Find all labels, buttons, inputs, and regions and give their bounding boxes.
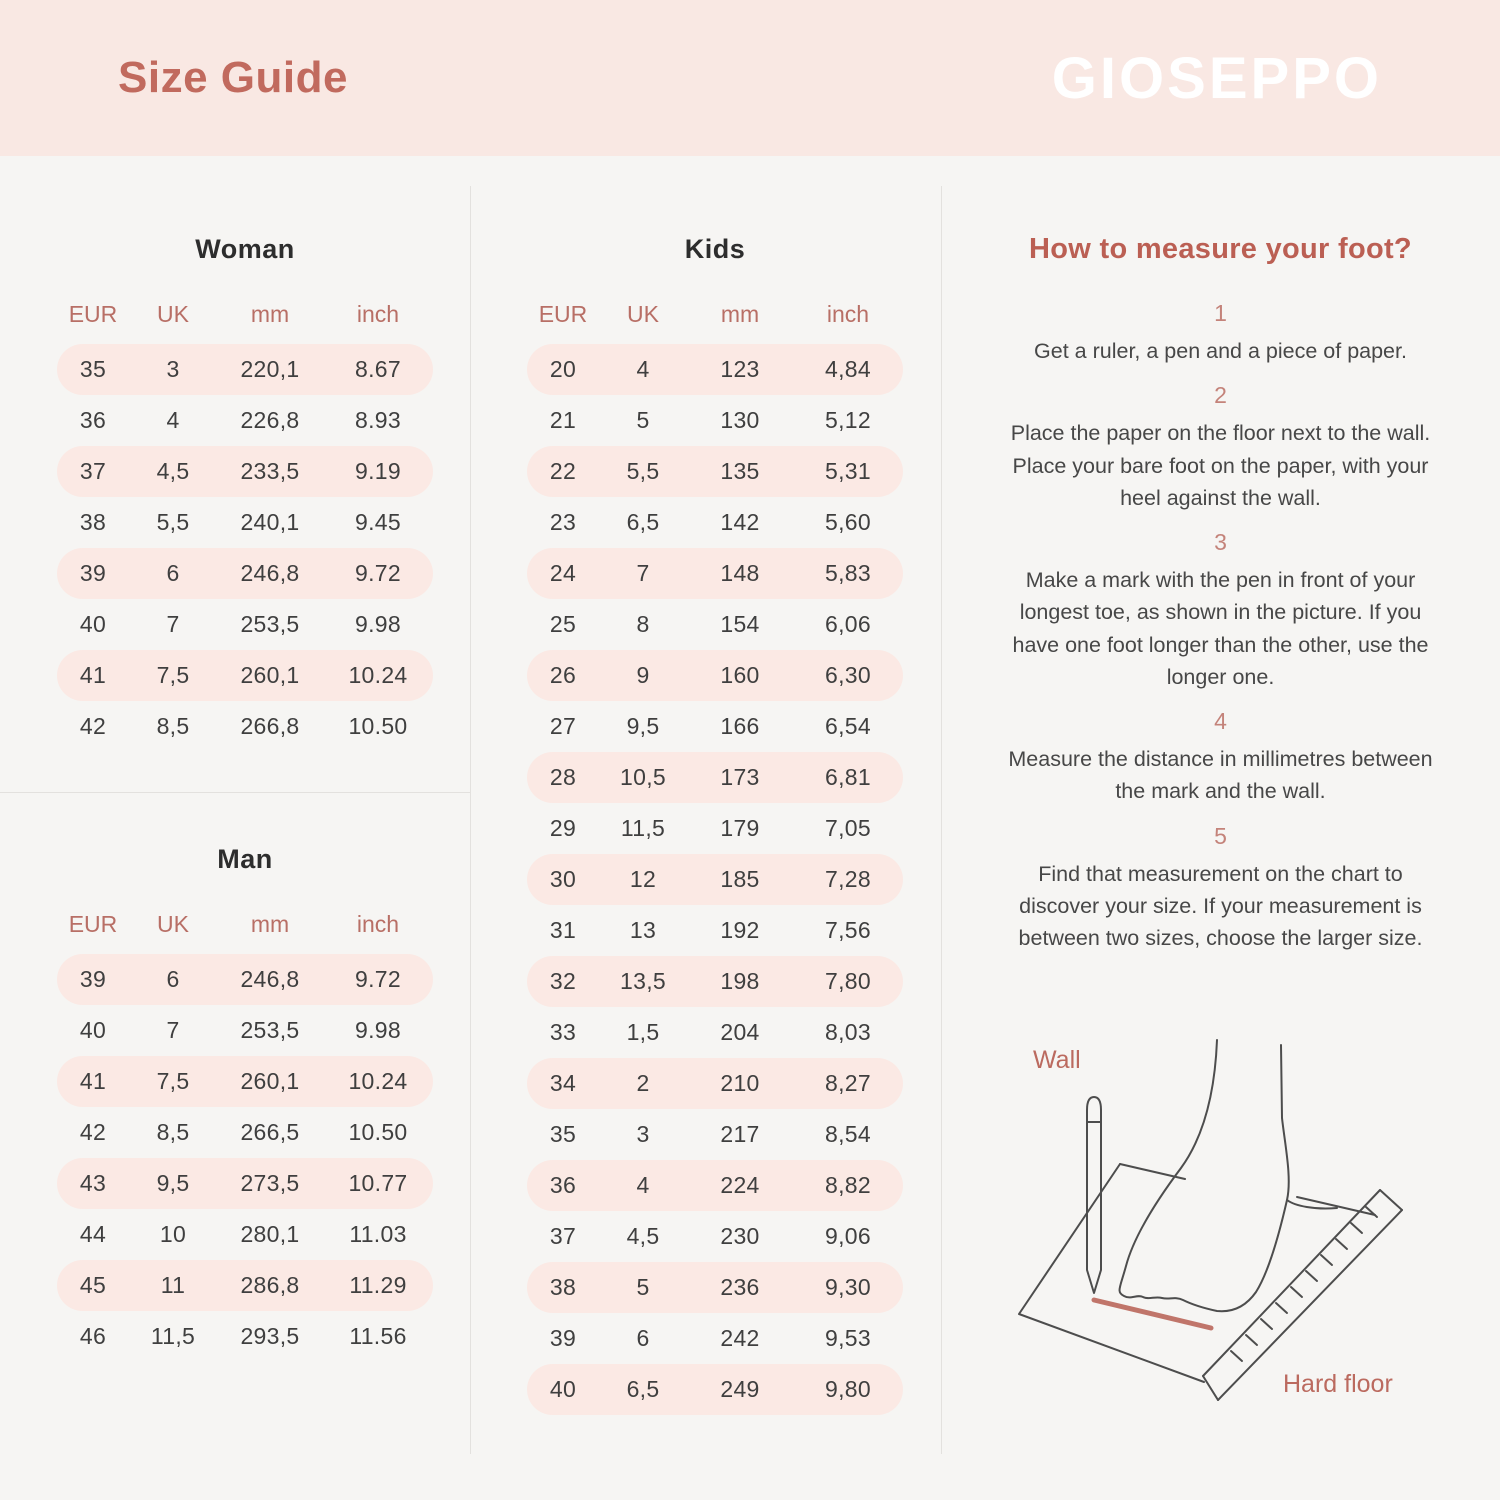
instructions-title: How to measure your foot? [1029, 233, 1412, 265]
table-cell: 2 [636, 1070, 650, 1096]
table-cell: 38 [79, 509, 107, 535]
table-row [57, 650, 433, 701]
table-cell: 230 [720, 1223, 760, 1249]
table-cell: 130 [720, 407, 760, 433]
table-cell: 4,84 [825, 356, 871, 382]
table-cell: 233,5 [240, 458, 300, 484]
horizontal-divider [0, 792, 470, 793]
table-cell: 8,82 [825, 1172, 871, 1198]
table-row [527, 1007, 903, 1058]
table-header-row [57, 902, 433, 946]
table-cell: 286,8 [240, 1272, 300, 1298]
table-cell: 37 [79, 458, 107, 484]
table-cell: 204 [720, 1019, 760, 1045]
step-text: Get a ruler, a pen and a piece of paper. [1034, 339, 1407, 363]
table-cell: 7,5 [156, 1068, 190, 1094]
table-cell: 33 [549, 1019, 577, 1045]
table-cell: 10.24 [348, 1068, 408, 1094]
table-cell: 29 [549, 815, 577, 841]
table-cell: 21 [549, 407, 577, 433]
table-cell: 11.03 [349, 1221, 407, 1247]
table-cell: 9.45 [355, 509, 401, 535]
table-cell: 7 [636, 560, 650, 586]
table-cell: 11.56 [349, 1323, 407, 1349]
table-cell: 20 [549, 356, 577, 382]
table-cell: 42 [79, 1119, 107, 1145]
table-cell: 10 [159, 1221, 187, 1247]
table-cell: 8.93 [355, 407, 401, 433]
table-cell: 236 [720, 1274, 760, 1300]
table-row [527, 1313, 903, 1364]
table-cell: 25 [549, 611, 577, 637]
table-row [527, 446, 903, 497]
step-number: 4 [1214, 708, 1227, 734]
table-cell: 37 [549, 1223, 577, 1249]
kids-size-table [527, 232, 903, 1415]
header-band [0, 0, 1500, 156]
table-cell: 11,5 [620, 815, 666, 841]
table-cell: 4,5 [156, 458, 190, 484]
table-row [57, 1107, 433, 1158]
table-title: Man [217, 844, 273, 874]
table-title: Kids [684, 234, 746, 264]
column-header: EUR [68, 910, 118, 937]
table-cell: 39 [549, 1325, 577, 1351]
table-body [527, 344, 903, 1415]
wall-label: Wall [1033, 1046, 1081, 1074]
table-cell: 46 [79, 1323, 107, 1349]
table-cell: 30 [549, 866, 577, 892]
table-row [57, 954, 433, 1005]
vertical-divider [470, 186, 471, 1454]
table-cell: 185 [720, 866, 760, 892]
table-row [527, 650, 903, 701]
step-text: Place the paper on the floor next to the wall. Place your bare foot on the paper, with your heel against the wall. [1010, 421, 1431, 510]
table-row [527, 701, 903, 752]
table-cell: 198 [720, 968, 760, 994]
table-row [57, 1005, 433, 1056]
table-cell: 8,5 [156, 1119, 190, 1145]
table-cell: 6,5 [626, 1376, 660, 1402]
table-cell: 273,5 [240, 1170, 300, 1196]
table-cell: 9.72 [355, 966, 401, 992]
table-cell: 36 [79, 407, 107, 433]
table-row [527, 1211, 903, 1262]
table-row [527, 497, 903, 548]
table-cell: 13,5 [620, 968, 666, 994]
column-header: EUR [68, 300, 118, 327]
table-cell: 7,05 [825, 815, 871, 841]
table-cell: 35 [79, 356, 107, 382]
table-cell: 42 [79, 713, 107, 739]
table-row [57, 1260, 433, 1311]
column-header: inch [356, 300, 400, 327]
table-cell: 11.29 [349, 1272, 407, 1298]
table-cell: 6,06 [825, 611, 871, 637]
table-cell: 179 [720, 815, 760, 841]
table-cell: 41 [79, 662, 107, 688]
table-cell: 43 [79, 1170, 107, 1196]
table-row [57, 1209, 433, 1260]
table-cell: 36 [549, 1172, 577, 1198]
table-row [57, 446, 433, 497]
table-cell: 10,5 [620, 764, 666, 790]
table-cell: 40 [79, 611, 107, 637]
column-header: inch [826, 300, 870, 327]
table-row [57, 701, 433, 752]
table-cell: 8 [636, 611, 650, 637]
table-cell: 9.19 [355, 458, 401, 484]
table-cell: 246,8 [240, 966, 300, 992]
table-cell: 34 [549, 1070, 577, 1096]
table-cell: 266,8 [240, 713, 300, 739]
table-cell: 217 [720, 1121, 760, 1147]
table-cell: 9 [636, 662, 650, 688]
table-cell: 266,5 [240, 1119, 300, 1145]
step-text: Make a mark with the pen in front of your longest toe, as shown in the picture. If you have one foot longer than the other, use the longer one. [1012, 568, 1429, 689]
table-cell: 38 [549, 1274, 577, 1300]
table-cell: 6,5 [626, 509, 660, 535]
table-cell: 9,30 [825, 1274, 871, 1300]
table-cell: 154 [720, 611, 760, 637]
table-cell: 12 [629, 866, 657, 892]
table-cell: 6 [166, 560, 180, 586]
table-cell: 31 [549, 917, 577, 943]
table-cell: 39 [79, 560, 107, 586]
page-title: Size Guide [118, 53, 348, 102]
table-row [527, 395, 903, 446]
table-cell: 4 [636, 356, 650, 382]
man-size-table [57, 842, 433, 1362]
table-cell: 253,5 [240, 1017, 300, 1043]
table-body [57, 344, 433, 752]
table-body [57, 954, 433, 1362]
table-cell: 7,28 [825, 866, 871, 892]
column-header: UK [157, 910, 189, 937]
table-cell: 4,5 [626, 1223, 660, 1249]
table-cell: 7 [166, 1017, 180, 1043]
brand-logo: GIOSEPPO [1051, 45, 1382, 111]
table-row [57, 1158, 433, 1209]
table-cell: 142 [720, 509, 760, 535]
column-header: mm [720, 300, 760, 327]
column-header: mm [250, 300, 290, 327]
table-row [57, 1311, 433, 1362]
table-row [527, 1109, 903, 1160]
table-cell: 6,54 [825, 713, 871, 739]
table-cell: 9.72 [355, 560, 401, 586]
table-cell: 26 [549, 662, 577, 688]
table-row [57, 395, 433, 446]
table-cell: 5 [636, 407, 650, 433]
table-cell: 5 [636, 1274, 650, 1300]
table-cell: 40 [79, 1017, 107, 1043]
table-row [527, 1262, 903, 1313]
table-cell: 5,5 [626, 458, 660, 484]
table-header-row [57, 292, 433, 336]
table-cell: 10.50 [348, 1119, 408, 1145]
table-cell: 4 [636, 1172, 650, 1198]
table-cell: 24 [549, 560, 577, 586]
table-cell: 8,5 [156, 713, 190, 739]
table-cell: 1,5 [626, 1019, 660, 1045]
woman-size-table [57, 232, 433, 752]
table-row [527, 956, 903, 1007]
table-cell: 280,1 [240, 1221, 300, 1247]
table-cell: 5,60 [825, 509, 871, 535]
table-cell: 3 [166, 356, 180, 382]
table-cell: 210 [720, 1070, 760, 1096]
table-row [57, 1056, 433, 1107]
measuring-instructions [941, 232, 1500, 954]
table-cell: 260,1 [240, 662, 300, 688]
table-cell: 220,1 [240, 356, 300, 382]
table-cell: 160 [720, 662, 760, 688]
table-cell: 6 [166, 966, 180, 992]
table-cell: 4 [166, 407, 180, 433]
table-row [57, 548, 433, 599]
table-cell: 192 [720, 917, 760, 943]
table-cell: 32 [549, 968, 577, 994]
table-cell: 6,81 [825, 764, 871, 790]
table-cell: 13 [629, 917, 657, 943]
column-header: mm [250, 910, 290, 937]
table-cell: 44 [79, 1221, 107, 1247]
table-cell: 11,5 [150, 1323, 196, 1349]
table-cell: 23 [549, 509, 577, 535]
step-number: 1 [1214, 300, 1227, 326]
table-cell: 135 [720, 458, 760, 484]
table-cell: 8.67 [355, 356, 401, 382]
table-cell: 9.98 [355, 611, 401, 637]
table-cell: 293,5 [240, 1323, 300, 1349]
table-cell: 242 [720, 1325, 760, 1351]
step-number: 3 [1214, 529, 1227, 555]
table-cell: 22 [549, 458, 577, 484]
column-header: UK [627, 300, 659, 327]
table-row [527, 1364, 903, 1415]
table-cell: 41 [79, 1068, 107, 1094]
table-cell: 240,1 [240, 509, 300, 535]
step-number: 2 [1214, 382, 1227, 409]
table-row [57, 344, 433, 395]
table-cell: 8,03 [825, 1019, 871, 1045]
table-cell: 9,80 [825, 1376, 871, 1402]
table-cell: 6,30 [825, 662, 871, 688]
table-cell: 249 [720, 1376, 760, 1402]
column-header: EUR [538, 300, 588, 327]
hard-floor-label: Hard floor [1283, 1370, 1393, 1398]
table-cell: 166 [720, 713, 760, 739]
table-cell: 5,83 [825, 560, 871, 586]
table-row [527, 1160, 903, 1211]
table-cell: 6 [636, 1325, 650, 1351]
table-cell: 40 [549, 1376, 577, 1402]
table-cell: 45 [79, 1272, 107, 1298]
table-cell: 5,5 [156, 509, 190, 535]
table-cell: 9,5 [626, 713, 660, 739]
table-title: Woman [195, 234, 295, 264]
table-cell: 7,56 [825, 917, 871, 943]
table-cell: 173 [720, 764, 760, 790]
table-cell: 226,8 [240, 407, 300, 433]
table-row [527, 803, 903, 854]
table-cell: 9,5 [156, 1170, 190, 1196]
table-row [527, 1058, 903, 1109]
table-cell: 7,5 [156, 662, 190, 688]
column-header: UK [157, 300, 189, 327]
table-cell: 253,5 [240, 611, 300, 637]
table-cell: 39 [79, 966, 107, 992]
table-cell: 9,53 [825, 1325, 871, 1351]
table-cell: 8,54 [825, 1121, 871, 1147]
table-cell: 10.24 [348, 662, 408, 688]
step-text: Find that measurement on the chart to discover your size. If your measurement is between two sizes, choose the larger size. [1018, 861, 1423, 950]
table-header-row [527, 292, 903, 336]
table-row [527, 905, 903, 956]
step-text: Measure the distance in millimetres between the mark and the wall. [1008, 747, 1433, 804]
table-cell: 9,06 [825, 1223, 871, 1249]
table-cell: 123 [720, 356, 760, 382]
table-cell: 8,27 [825, 1070, 871, 1096]
table-cell: 28 [549, 764, 577, 790]
table-row [57, 497, 433, 548]
table-cell: 11 [160, 1272, 186, 1298]
table-row [527, 752, 903, 803]
table-cell: 10.77 [348, 1170, 408, 1196]
table-cell: 9.98 [355, 1017, 401, 1043]
table-row [527, 854, 903, 905]
foot-measuring-illustration [985, 1030, 1445, 1450]
table-cell: 35 [549, 1121, 577, 1147]
table-cell: 260,1 [240, 1068, 300, 1094]
column-header: inch [356, 910, 400, 937]
table-cell: 27 [549, 713, 577, 739]
table-row [527, 548, 903, 599]
table-row [527, 599, 903, 650]
table-cell: 148 [720, 560, 760, 586]
step-number: 5 [1214, 822, 1227, 849]
table-cell: 224 [720, 1172, 760, 1198]
table-row [57, 599, 433, 650]
table-cell: 3 [636, 1121, 650, 1147]
table-cell: 7,80 [825, 968, 871, 994]
table-row [527, 344, 903, 395]
table-cell: 10.50 [348, 713, 408, 739]
table-cell: 246,8 [240, 560, 300, 586]
instructions-steps [996, 300, 1445, 954]
table-cell: 5,31 [825, 458, 871, 484]
table-cell: 5,12 [825, 407, 871, 433]
table-cell: 7 [166, 611, 180, 637]
